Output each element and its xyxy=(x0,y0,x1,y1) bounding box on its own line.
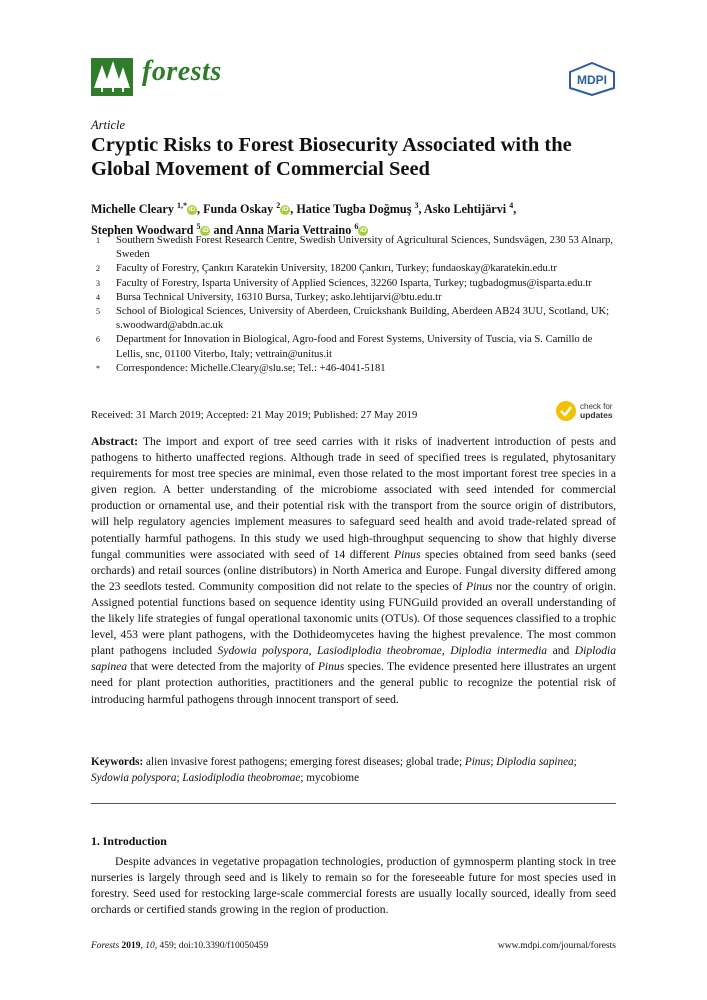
mdpi-logo-text: MDPI xyxy=(577,73,607,87)
keywords-label: Keywords: xyxy=(91,756,144,768)
forests-logo-icon xyxy=(91,58,133,96)
author-affil-sup: 2 xyxy=(276,201,281,210)
introduction-paragraph: Despite advances in vegetative propagation technologies, production of gymnosperm planting stock in tree nurseries is largely through seed and is likely to remain so for the foreseeable future for most species used in forestry. Seed used for restocking large-scale commercial forests are usually locally sourced, ideally from seed orchards or certified stands growing in the region of production. xyxy=(91,855,616,916)
footer-citation: Forests 2019, 10, 459; doi:10.3390/f10050459 xyxy=(91,941,269,951)
author-name: Asko Lehtijärvi xyxy=(423,202,507,217)
check-updates-icon xyxy=(555,400,577,422)
author-affil-sup: 6 xyxy=(354,222,359,232)
affiliation-item: 1 Southern Swedish Forest Research Centre, Swedish University of Agricultural Sciences, Sundsvägen, 230 53 Alnarp, Sweden xyxy=(96,235,613,261)
journal-name: forests xyxy=(142,56,222,87)
section-heading: 1. Introduction xyxy=(91,834,167,848)
footer-journal-url[interactable]: www.mdpi.com/journal/forests xyxy=(497,941,616,951)
affiliation-item: 5 School of Biological Sciences, University of Aberdeen, Cruickshank Building, Aberdeen AB24 3UU, Scotland, UK; s.woodward@abdn.ac.uk xyxy=(96,306,610,332)
abstract-label: Abstract: xyxy=(91,435,139,448)
publication-dates: Received: 31 March 2019; Accepted: 21 May 2019; Published: 27 May 2019 xyxy=(91,410,418,421)
keywords: Keywords: alien invasive forest pathogens; emerging forest diseases; global trade; Pinus; Diplodia sapinea; Sydowia polyspora; Lasiodiplodia theobromae; mycobiome xyxy=(91,756,577,784)
author-affil-sup: 3 xyxy=(414,201,419,210)
affiliations xyxy=(91,234,621,376)
author-name: Funda Oskay xyxy=(203,202,274,217)
article-type: Article xyxy=(91,118,126,132)
author-affil-sup: 1,* xyxy=(176,201,187,210)
check-for-updates-button[interactable] xyxy=(555,398,617,424)
check-updates-label: check for updates xyxy=(580,402,613,420)
orcid-icon[interactable]: iD xyxy=(360,227,367,235)
affiliation-item: 4 Bursa Technical University, 16310 Bursa, Turkey; asko.lehtijarvi@btu.edu.tr xyxy=(96,291,442,303)
paper-title: Cryptic Risks to Forest Biosecurity Associated with the Global Movement of Commercial Seed xyxy=(91,134,572,180)
orcid-icon[interactable]: iD xyxy=(202,227,209,235)
mdpi-logo-icon xyxy=(568,62,616,96)
section-divider xyxy=(91,803,616,804)
orcid-icon[interactable]: iD xyxy=(281,206,289,214)
author-name: Michelle Cleary xyxy=(91,202,174,217)
author-name: Stephen Woodward xyxy=(91,223,194,238)
correspondence: * Correspondence: Michelle.Cleary@slu.se; Tel.: +46-4041-5181 xyxy=(96,362,386,374)
author-name: Hatice Tugba Doğmuş xyxy=(296,202,412,217)
affiliation-item: 6 Department for Innovation in Biological, Agro-food and Forest Systems, University of Tuscia, via S. Camillo de Lellis, snc, 01100 Viterbo, Italy; vettrain@unitus.it xyxy=(96,334,593,360)
author-list: Michelle Cleary $^{1,*}$ iD , Funda Oskay $^2$ iD , Hatice Tugba Doğmuş $^3$, Asko Lehtijärvi $^4$, Stephen Woodward $^5$ iD and Anna Maria Vettraino $^6$ iD xyxy=(91,201,517,238)
author-affil-sup: 5 xyxy=(196,222,201,232)
author-name: Anna Maria Vettraino xyxy=(235,223,352,238)
abstract: Abstract: The import and export of tree seed carries with it risks of inadvertent introduction of pests and pathogens to hitherto unaffected regions. Although trade in seed of specified trees is regulated, phytosanitary requirements for most tree species are minimal, even those related to the most important forest tree species in a given region. A better understanding of the microbiome associated with seed intended for commercial production or ornamental use, and their potential risk with the transport from the source origin of distributors, will help regulatory agencies implement measures to safeguard seed health and avoid trade-related spread of potentially harmful pathogens. In this study we used high-throughput sequencing to show that highly diverse fungal communities were associated with seed of 14 different Pinus species obtained from seed banks (seed orchards) and retail sources (online distributors) in North America and Europe. Fungal diversity differed among the 23 seedlots tested. Community composition did not relate to the species of Pinus nor the country of origin. Assigned potential functions based on sequence identity using FUNGuild provided an overall understanding of the likely life strategies of fungal operational taxonomic units (OTUs). Of those sequences classified to a trophic level, 453 were plant pathogens, with the Dothideomycetes having the highest prevalence. The most common plant pathogens included Sydowia polyspora, Lasiodiplodia theobromae, Diplodia intermedia and Diplodia sapinea that were detected from the majority of Pinus species. The evidence presented here illustrates an urgent need for plant protection authorities, practitioners and the general public to recognize the potential risk of introducing harmful pathogens through innocent transport of seed. xyxy=(91,435,617,706)
affiliation-item: 2 Faculty of Forestry, Çankırı Karatekin University, 18200 Çankırı, Turkey; fundaoskay@karatekin.edu.tr xyxy=(96,263,557,275)
affiliation-item: 3 Faculty of Forestry, Isparta University of Applied Sciences, 32260 Isparta, Turkey; tugbadogmus@isparta.edu.tr xyxy=(96,277,592,289)
orcid-icon[interactable]: iD xyxy=(188,206,196,214)
author-affil-sup: 4 xyxy=(509,201,514,210)
